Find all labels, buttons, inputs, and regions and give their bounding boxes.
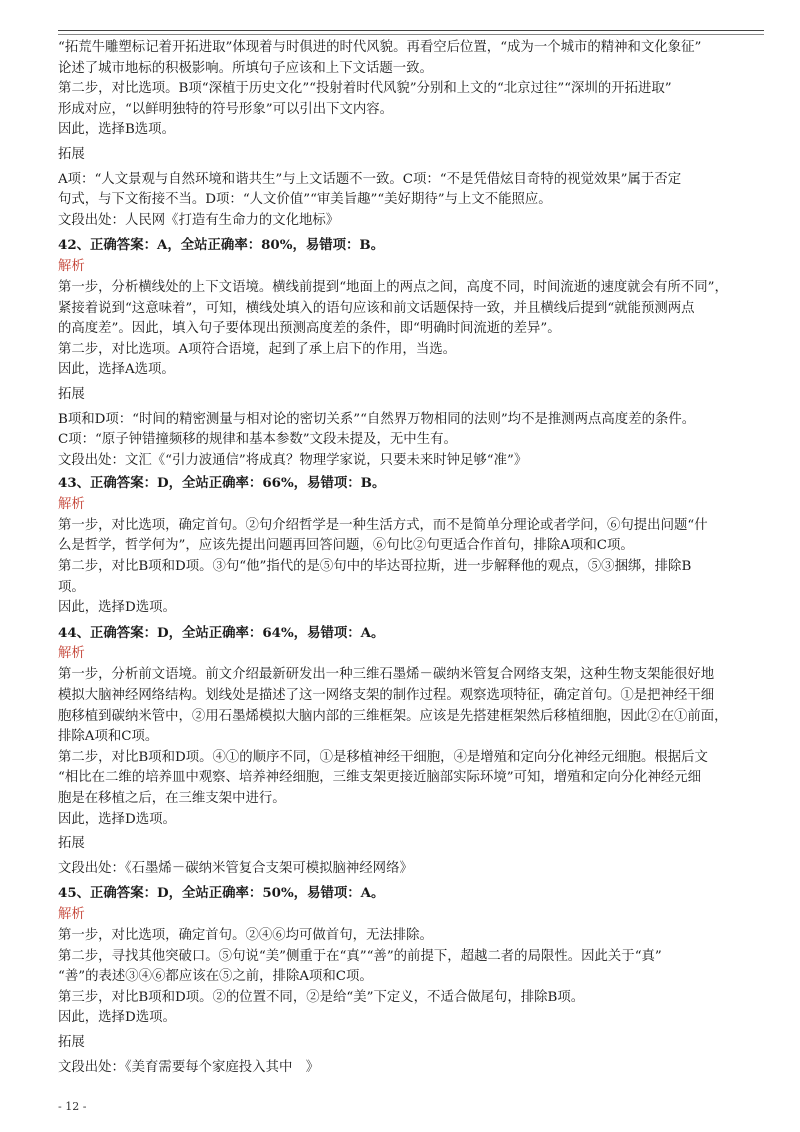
paragraph-line: C项：“原子钟错撞频移的规律和基本参数”文段未提及，无中生有。: [58, 432, 457, 448]
paragraph-line: 项。: [58, 579, 85, 595]
paragraph-line: A项：“人文景观与自然环境和谐共生”与上文话题不一致。C项：“不是凭借炫目奇特的视觉效果”属于否定: [58, 171, 682, 187]
q43-section: [58, 473, 770, 619]
analysis-label: 解析: [58, 258, 85, 274]
extension-label: 拓展: [58, 386, 85, 402]
header-rule-thin: [58, 34, 764, 35]
paragraph-line: “善”的表述③④⑥都应该在⑤之前，排除A项和C项。: [58, 969, 373, 985]
paragraph-line: 的高度差”。因此，填入句子要体现出预测高度差的条件，即“明确时间流逝的差异”。: [58, 321, 561, 337]
paragraph-line: 第二步，寻找其他突破口。⑤句说“美”侧重于在“真”“善”的前提下，超越二者的局限性。因此关于“真”: [58, 948, 662, 964]
paragraph-line: “相比在二维的培养皿中观察、培养神经细胞，三维支架更接近脑部实际环境”可知，增殖和定向分化神经元细: [58, 770, 702, 786]
answer-heading: 45、正确答案：D，全站正确率：50%，易错项：A。: [58, 885, 385, 902]
paragraph-line: 第一步，分析横线处的上下文语境。横线前提到“地面上的两点之间，高度不同，时间流逝的速度就会有所不同”，: [58, 279, 728, 295]
paragraph-line: 第二步，对比B项和D项。③句“他”指代的是⑤句中的毕达哥拉斯，进一步解释他的观点，⑤③捆绑，排除B: [58, 559, 692, 575]
paragraph-line: 第一步，分析前文语境。前文介绍最新研发出一种三维石墨烯－碳纳米管复合网络支架，这种生物支架能很好地: [58, 667, 715, 683]
extension-label: 拓展: [58, 146, 85, 162]
source-line: 文段出处：《美育需要每个家庭投入其中 》: [58, 1059, 320, 1075]
answer-heading: 44、正确答案：D，全站正确率：64%，易错项：A。: [58, 624, 385, 641]
paragraph-line: 胞是在移植之后，在三维支架中进行。: [58, 791, 286, 806]
paragraph-line: 紧接着说到“这意味着”，可知，横线处填入的语句应该和前文话题保持一致，并且横线后提到“就能预测两点: [58, 300, 695, 316]
q41-tail-section: [58, 38, 770, 231]
paragraph-line: 第一步，对比选项，确定首句。②句介绍哲学是一种生活方式，而不是简单分理论或者学问，⑥句提出问题“什: [58, 517, 708, 533]
paragraph-line: 模拟大脑神经网络结构。划线处是描述了这一网络支架的制作过程。观察选项特征，确定首句。①是把神经干细: [58, 688, 715, 704]
paragraph-line: 论述了城市地标的积极影响。所填句子应该和上下文话题一致。: [58, 60, 433, 76]
header-rule: [58, 30, 764, 31]
page-number: - 12 -: [58, 1100, 87, 1113]
paragraph-line: 句式，与下文衔接不当。D项：“人文价值”“审美旨趣”“美好期待”与上文不能照应。: [58, 192, 552, 208]
paragraph-line: “拓荒牛雕塑标记着开拓进取”体现着与时俱进的时代风貌。再看空后位置，“成为一个城市的精神和文化象征”: [58, 40, 702, 55]
paragraph-line: 因此，选择D选项。: [58, 600, 176, 616]
paragraph-line: 第二步，对比选项。B项“深植于历史文化”“投射着时代风貌”分别和上文的“北京过往”“深圳的开拓进取”: [58, 81, 672, 97]
paragraph-line: 第二步，对比B项和D项。④①的顺序不同，①是移植神经干细胞，④是增殖和定向分化神经元细胞。根据后文: [58, 749, 708, 765]
paragraph-line: 因此，选择D选项。: [58, 811, 176, 827]
extension-label: 拓展: [58, 836, 85, 852]
page-content: [58, 38, 770, 1078]
q44-section: [58, 623, 770, 880]
extension-label: 拓展: [58, 1034, 85, 1050]
paragraph-line: 形成对应，“以鲜明独特的符号形象”可以引出下文内容。: [58, 101, 394, 117]
paragraph-line: 因此，选择B选项。: [58, 122, 175, 138]
paragraph-line: B项和D项：“时间的精密测量与相对论的密切关系”“自然界万物相同的法则”均不是推测两点高度差的条件。: [58, 411, 696, 427]
paragraph-line: 因此，选择D选项。: [58, 1010, 176, 1026]
answer-heading: 42、正确答案：A，全站正确率：80%，易错项：B。: [58, 237, 385, 254]
source-line: 文段出处：人民网《打造有生命力的文化地标》: [58, 212, 340, 228]
q42-section: [58, 235, 770, 471]
paragraph-line: 第一步，对比选项，确定首句。②④⑥均可做首句，无法排除。: [58, 927, 433, 943]
paragraph-line: 因此，选择A选项。: [58, 362, 175, 378]
source-line: 文段出处：文汇《“引力波通信”将成真？物理学家说，只要未来时钟足够“准”》: [58, 452, 528, 468]
paragraph-line: 么是哲学，哲学何为”，应该先提出问题再回答问题，⑥句比②句更适合作首句，排除A项和C项。: [58, 538, 634, 554]
paragraph-line: 排除A项和C项。: [58, 729, 159, 745]
paragraph-line: 第二步，对比选项。A项符合语境，起到了承上启下的作用，当选。: [58, 341, 456, 357]
paragraph-line: 胞移植到碳纳米管中，②用石墨烯模拟大脑内部的三维框架。应该是先搭建框架然后移植细胞，因此②在①前面，: [58, 708, 728, 724]
analysis-label: 解析: [58, 496, 85, 512]
source-line: 文段出处：《石墨烯－碳纳米管复合支架可模拟脑神经网络》: [58, 860, 413, 876]
q45-section: [58, 883, 770, 1078]
analysis-label: 解析: [58, 646, 85, 662]
answer-heading: 43、正确答案：D，全站正确率：66%，易错项：B。: [58, 475, 386, 492]
paragraph-line: 第三步，对比B项和D项。②的位置不同，②是给“美”下定义，不适合做尾句，排除B项。: [58, 989, 585, 1005]
analysis-label: 解析: [58, 906, 85, 922]
